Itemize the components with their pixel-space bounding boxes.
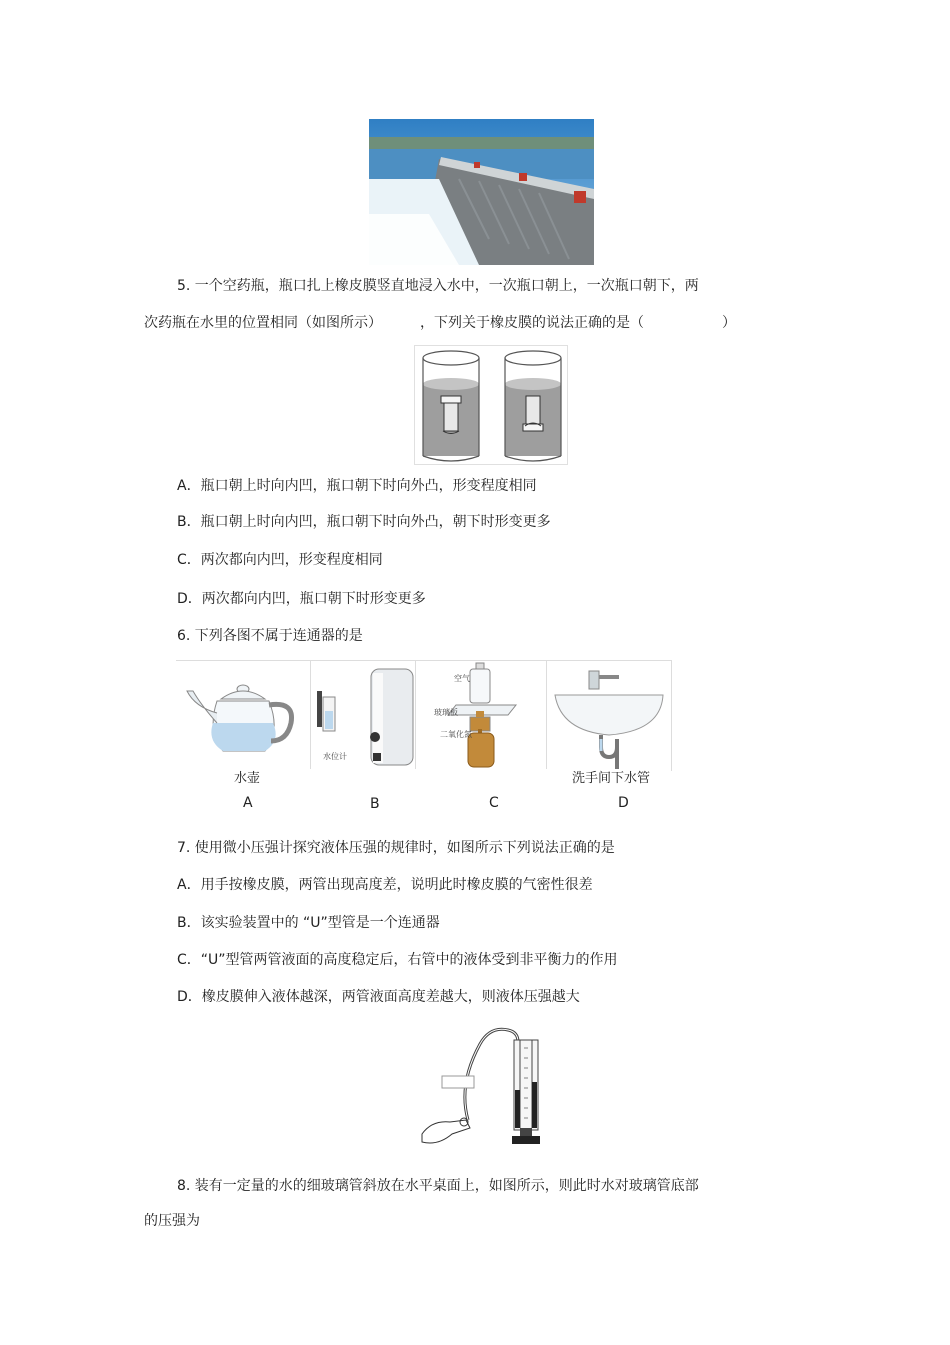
q5-line1: 5. 一个空药瓶，瓶口扎上橡皮膜竖直地浸入水中，一次瓶口朝上，一次瓶口朝下，两	[177, 278, 699, 294]
glass-plate-label: 玻璃板	[434, 708, 458, 717]
label-a: A	[243, 795, 253, 811]
label-d: D	[618, 795, 629, 811]
q7-option-c: C．“U”型管两管液面的高度稳定后，右管中的液体受到非平衡力的作用	[177, 952, 618, 968]
q7-stem: 7. 使用微小压强计探究液体压强的规律时，如图所示下列说法正确的是	[177, 840, 615, 856]
label-b: B	[370, 796, 380, 812]
q5-option-a: A．瓶口朝上时向内凹，瓶口朝下时向外凸，形变程度相同	[177, 478, 537, 494]
label-c: C	[489, 795, 499, 811]
q5-option-b: B．瓶口朝上时向内凹，瓶口朝下时向外凸，朝下时形变更多	[177, 514, 551, 530]
q5-option-d: D．两次都向内凹，瓶口朝下时形变更多	[177, 591, 426, 607]
sink-figure	[547, 661, 671, 769]
caption-sink-pipe: 洗手间下水管	[572, 771, 651, 786]
q5-line2a: 次药瓶在水里的位置相同（如图所示）	[144, 315, 382, 331]
q8-line2: 的压强为	[144, 1213, 200, 1229]
water-gauge-label: 水位计	[323, 752, 347, 761]
q8-line1: 8. 装有一定量的水的细玻璃管斜放在水平桌面上，如图所示，则此时水对玻璃管底部	[177, 1178, 699, 1194]
medicine-bottle-figure	[414, 345, 568, 465]
air-label: 空气	[454, 674, 470, 683]
manometer-figure	[418, 1024, 552, 1150]
no2-label: 二氧化氮	[440, 730, 472, 739]
caption-teapot: 水壶	[234, 771, 261, 786]
q5-line2b: ，下列关于橡皮膜的说法正确的是（	[420, 315, 644, 331]
water-heater-figure	[311, 661, 416, 769]
gas-bottles-figure	[416, 661, 547, 769]
q7-option-a: A．用手按橡皮膜，两管出现高度差，说明此时橡皮膜的气密性很差	[177, 877, 593, 893]
q7-option-d: D．橡皮膜伸入液体越深，两管液面高度差越大，则液体压强越大	[177, 989, 580, 1005]
teapot-figure	[177, 661, 311, 769]
q7-option-b: B．该实验装置中的 “U”型管是一个连通器	[177, 915, 440, 931]
q5-line2c: ）	[722, 315, 736, 331]
dam-photo	[369, 119, 594, 265]
q5-option-c: C．两次都向内凹，形变程度相同	[177, 552, 383, 568]
q6-stem: 6. 下列各图不属于连通器的是	[177, 628, 363, 644]
